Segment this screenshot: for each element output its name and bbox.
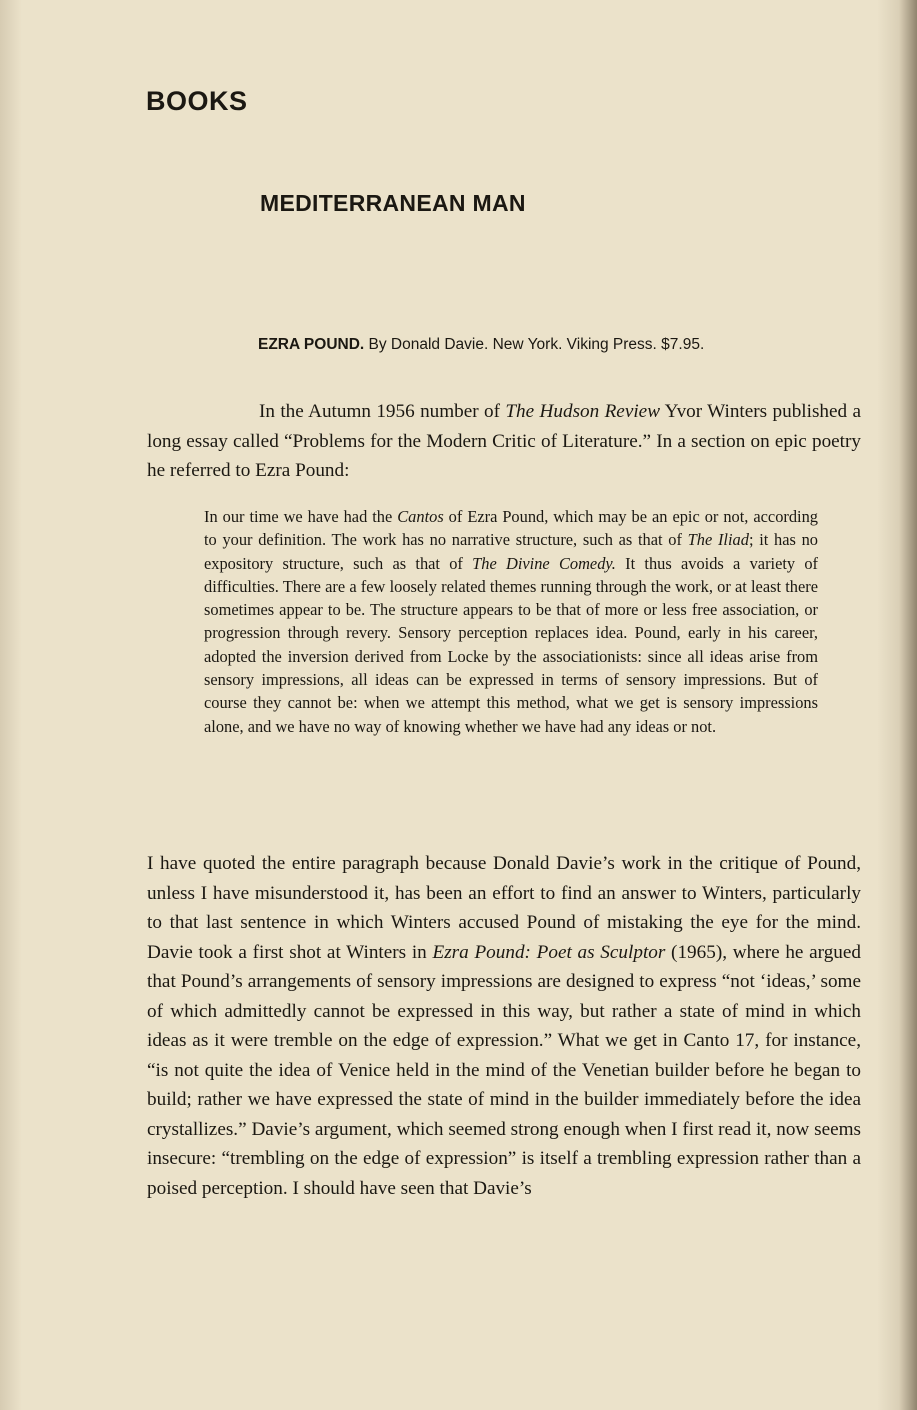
- davie-book-title: Ezra Pound: Poet as Sculptor: [432, 941, 666, 963]
- quote-text-d: It thus avoids a variety of difficulties. There are a few loosely related themes running through the work, or at least there sometimes appear to be. The structure appears to be that of more or less free association, or progression through revery. Sensory perception replaces idea. Pound, early in his career, adopted the inversion derived from Locke by the associationists: since all ideas arise from sensory impressions, all ideas can be expressed in terms of sensory impressions. But of course they cannot be: when we attempt this method, what we get is sensory impressions alone, and we have no way of knowing whether we have had any ideas or not.: [204, 553, 819, 736]
- reviewed-book-title: EZRA POUND.: [258, 336, 365, 353]
- reviewed-book-details: By Donald Davie. New York. Viking Press. $7.95.: [368, 336, 705, 353]
- review-citation: [258, 336, 704, 354]
- journal-title: The Hudson Review: [505, 401, 660, 422]
- quote-text-c: ; it has no expository structure, such as that of: [204, 530, 818, 573]
- paragraph2-text-a: I have quoted the entire paragraph because Donald Davie’s work in the critique of Pound, unless I have misunderstood it, has been an effort to find an answer to Winters, particularly to that last sentence in which Winters accused Pound of mistaking the eye for the mind. Davie took a first shot at Winters in: [147, 853, 861, 963]
- block-quote: [204, 505, 818, 738]
- quote-divine-comedy: The Divine Comedy.: [472, 553, 616, 573]
- quote-text-a: In our time we have had the: [204, 507, 398, 526]
- quote-text-b: of Ezra Pound, which may be an epic or not, according to your definition. The work has no narrative structure, such as that of: [204, 507, 818, 550]
- section-heading: BOOKS: [146, 86, 248, 116]
- second-paragraph: [147, 849, 861, 1203]
- opening-paragraph: [147, 397, 861, 486]
- paragraph2-text-b: (1965), where he argued that Pound’s arrangements of sensory impressions are designed to express “not ‘ideas,’ some of which admittedly cannot be expressed in this way, but rather a state of mind in which ideas as it were tremble on the edge of expression.” What we get in Canto 17, for instance, “is not quite the idea of Venice held in the mind of the Venetian builder before he began to build; rather we have expressed the state of mind in the builder immediately before the idea crystallizes.” Davie’s argument, which seemed strong enough when I first read it, now seems insecure: “trembling on the edge of expression” is itself a trembling expression rather than a poised perception. I should have seen that Davie’s: [147, 941, 862, 1199]
- quote-iliad: The Iliad: [687, 530, 749, 550]
- paragraph1-text-a: In the Autumn 1956 number of: [259, 401, 506, 422]
- paragraph1-text-b: Yvor Winters published a long essay called “Problems for the Modern Critic of Literature.” In a section on epic poetry he referred to Ezra Pound:: [147, 401, 861, 481]
- quote-cantos: Cantos: [397, 507, 444, 526]
- article-title: MEDITERRANEAN MAN: [260, 190, 526, 216]
